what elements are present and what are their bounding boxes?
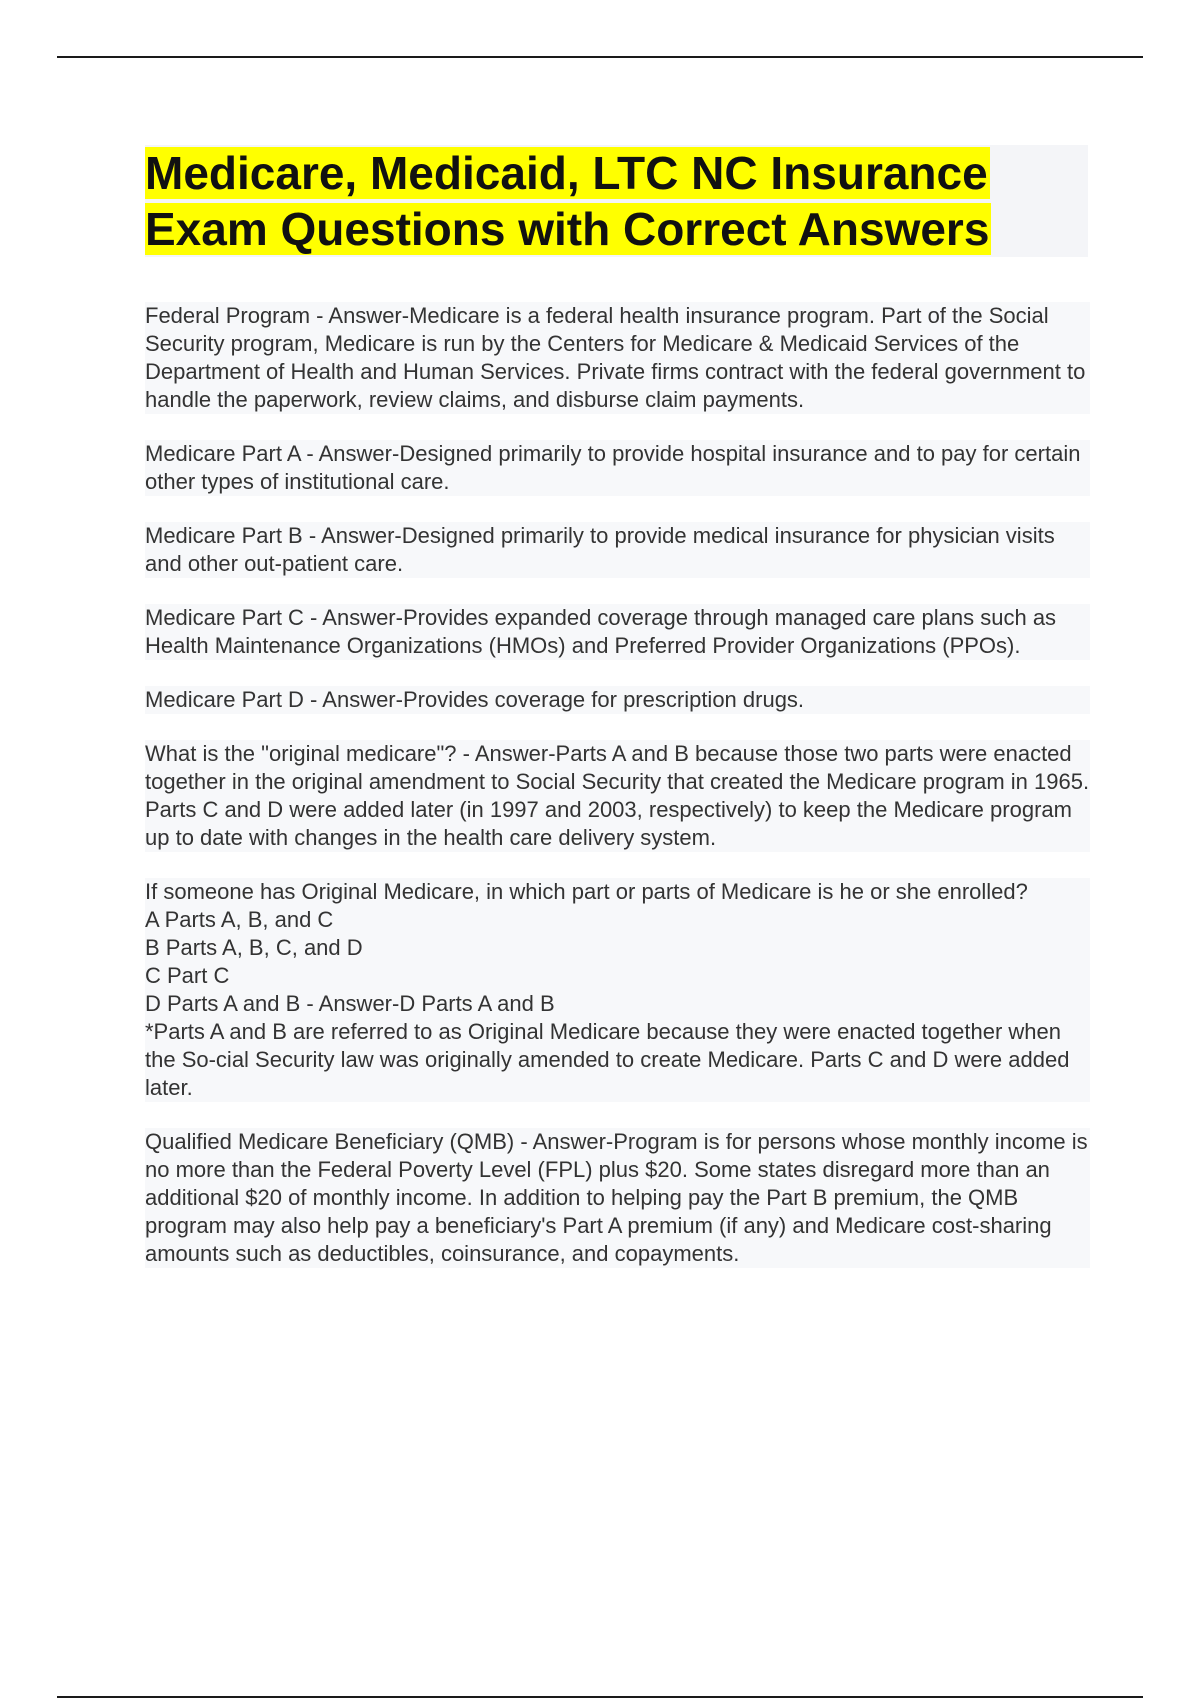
entry-original-medicare-question [145, 878, 1090, 1102]
entry-medicare-part-c [145, 604, 1090, 660]
option-a: A Parts A, B, and C [145, 907, 334, 932]
entry-text: Qualified Medicare Beneficiary (QMB) - Answer-Program is for persons whose monthly income is no more than the Federal Poverty Level (FPL) plus $20. Some states disregard more than an additional $20 of monthly income. In addition to helping pay the Part B premium, the QMB program may also help pay a beneficiary's Part A premium (if any) and Medicare cost-sharing amounts such as deductibles, coinsurance, and copayments. [145, 1129, 1088, 1266]
document-body [145, 302, 1090, 1294]
option-d-answer: D Parts A and B - Answer-D Parts A and B [145, 991, 555, 1016]
title-line-1: Medicare, Medicaid, LTC NC Insurance [145, 147, 988, 199]
bottom-rule [57, 1696, 1143, 1698]
entry-medicare-part-d [145, 686, 1090, 714]
top-rule [57, 56, 1143, 58]
entry-text: Federal Program - Answer-Medicare is a federal health insurance program. Part of the Social Security program, Medicare is run by the Centers for Medicare & Medicaid Services of the Department of Health and Human Services. Private firms contract with the federal government to handle the paperwork, review claims, and disburse claim payments. [145, 303, 1086, 412]
page-title [145, 145, 1088, 257]
entry-medicare-part-a [145, 440, 1090, 496]
title-line-2: Exam Questions with Correct Answers [145, 203, 990, 255]
entry-text: Medicare Part A - Answer-Designed primarily to provide hospital insurance and to pay for certain other types of institutional care. [145, 441, 1081, 494]
question-text: If someone has Original Medicare, in which part or parts of Medicare is he or she enrolled? [145, 879, 1028, 904]
option-c: C Part C [145, 963, 230, 988]
title-block [145, 145, 1088, 257]
entry-text: Medicare Part B - Answer-Designed primarily to provide medical insurance for physician visits and other out-patient care. [145, 523, 1055, 576]
option-b: B Parts A, B, C, and D [145, 935, 363, 960]
entry-qmb [145, 1128, 1090, 1268]
entry-text: Medicare Part C - Answer-Provides expanded coverage through managed care plans such as Health Maintenance Organizations (HMOs) and Preferred Provider Organizations (PPOs). [145, 605, 1057, 658]
answer-explanation: *Parts A and B are referred to as Original Medicare because they were enacted together when the So-cial Security law was originally amended to create Medicare. Parts C and D were added later. [145, 1019, 1070, 1100]
entry-medicare-part-b [145, 522, 1090, 578]
entry-text: Medicare Part D - Answer-Provides coverage for prescription drugs. [145, 687, 805, 712]
entry-original-medicare [145, 740, 1090, 852]
entry-text: What is the "original medicare"? - Answer-Parts A and B because those two parts were enacted together in the original amendment to Social Security that created the Medicare program in 1965. Parts C and D were added later (in 1997 and 2003, respectively) to keep the Medicare program up to date with changes in the health care delivery system. [145, 741, 1090, 850]
entry-federal-program [145, 302, 1090, 414]
